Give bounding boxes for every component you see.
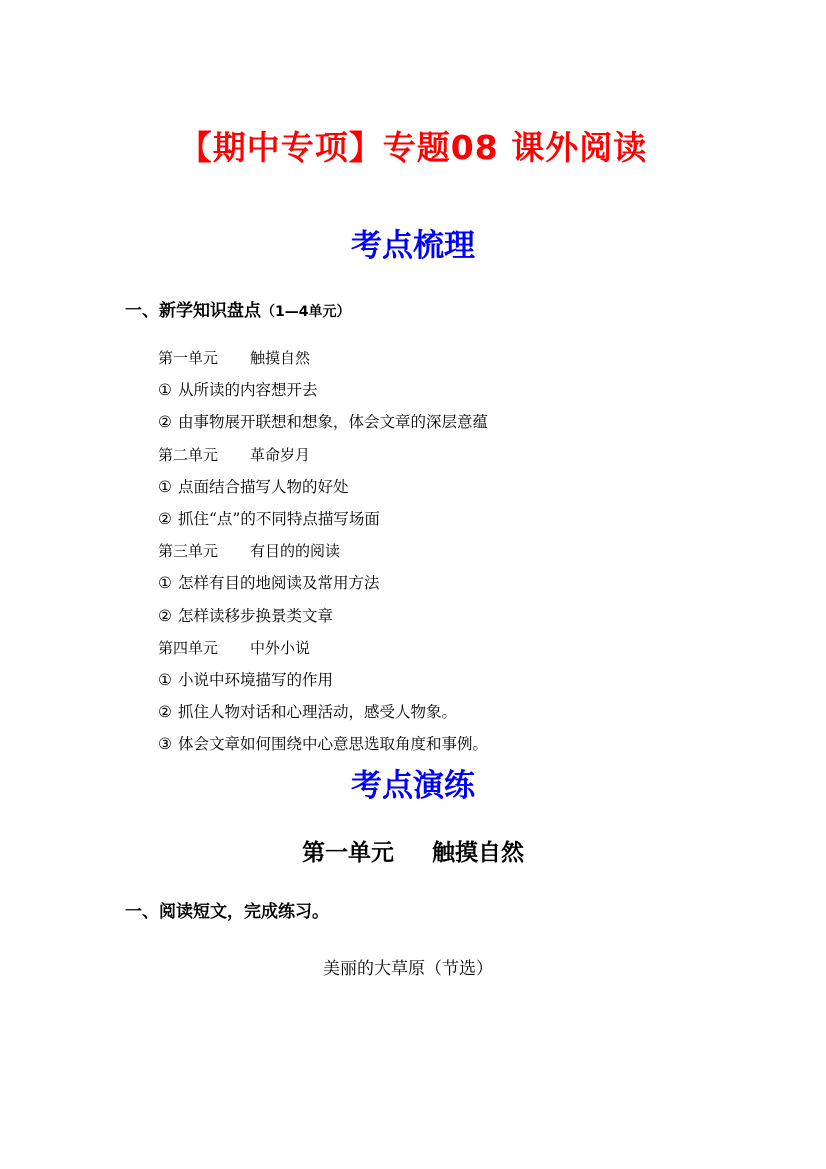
point-number: ② xyxy=(158,606,172,625)
section-heading-review: 考点梳理 xyxy=(351,228,475,264)
point-number: ① xyxy=(158,381,172,400)
point-row xyxy=(158,603,718,635)
point-text: 抓住“点”的不同特点描写场面 xyxy=(178,509,380,528)
section-heading-practice: 考点演练 xyxy=(351,768,475,804)
document-title: 【期中专项】专题08 课外阅读 xyxy=(178,128,648,167)
point-row xyxy=(158,474,718,506)
point-number: ① xyxy=(158,477,172,496)
point-text: 怎样读移步换景类文章 xyxy=(178,606,334,625)
point-text: 从所读的内容想开去 xyxy=(178,381,318,400)
part-heading-knowledge xyxy=(125,299,350,324)
point-text: 抓住人物对话和心理活动，感受人物象。 xyxy=(178,703,458,722)
point-text: 由事物展开联想和想象，体会文章的深层意蕴 xyxy=(178,413,489,432)
point-row xyxy=(158,699,718,731)
unit-name: 第一单元 xyxy=(158,349,219,367)
point-row xyxy=(158,377,718,409)
point-number: ② xyxy=(158,509,172,528)
part-heading-range: （1—4单元） xyxy=(261,304,351,320)
unit-row xyxy=(158,538,718,570)
point-row xyxy=(158,731,718,763)
unit-theme: 触摸自然 xyxy=(250,349,311,367)
unit-row xyxy=(158,442,718,474)
unit-name: 第二单元 xyxy=(158,445,219,464)
practice-unit-theme: 触摸自然 xyxy=(432,840,524,866)
knowledge-outline xyxy=(158,345,718,763)
point-row xyxy=(158,667,718,699)
point-number: ③ xyxy=(158,735,172,754)
point-number: ① xyxy=(158,574,172,593)
unit-theme: 中外小说 xyxy=(250,638,311,657)
unit-row xyxy=(158,345,718,377)
point-number: ② xyxy=(158,413,172,432)
point-number: ① xyxy=(158,670,172,689)
unit-name: 第四单元 xyxy=(158,638,219,657)
point-row xyxy=(158,506,718,538)
passage-title: 美丽的大草原（节选） xyxy=(323,959,493,979)
practice-unit-name: 第一单元 xyxy=(302,840,394,866)
exercise-heading: 一、阅读短文，完成练习。 xyxy=(125,902,329,922)
point-text: 怎样有目的地阅读及常用方法 xyxy=(178,574,380,593)
unit-theme: 革命岁月 xyxy=(250,445,311,464)
unit-theme: 有目的的阅读 xyxy=(250,542,341,561)
practice-unit-heading xyxy=(0,836,826,870)
point-text: 体会文章如何围绕中心意思选取角度和事例。 xyxy=(178,735,489,754)
point-row xyxy=(158,409,718,441)
unit-name: 第三单元 xyxy=(158,542,219,561)
point-number: ② xyxy=(158,703,172,722)
point-text: 小说中环境描写的作用 xyxy=(178,670,334,689)
unit-row xyxy=(158,635,718,667)
point-row xyxy=(158,570,718,602)
point-text: 点面结合描写人物的好处 xyxy=(178,477,349,496)
part-heading-label: 一、新学知识盘点 xyxy=(125,301,261,321)
